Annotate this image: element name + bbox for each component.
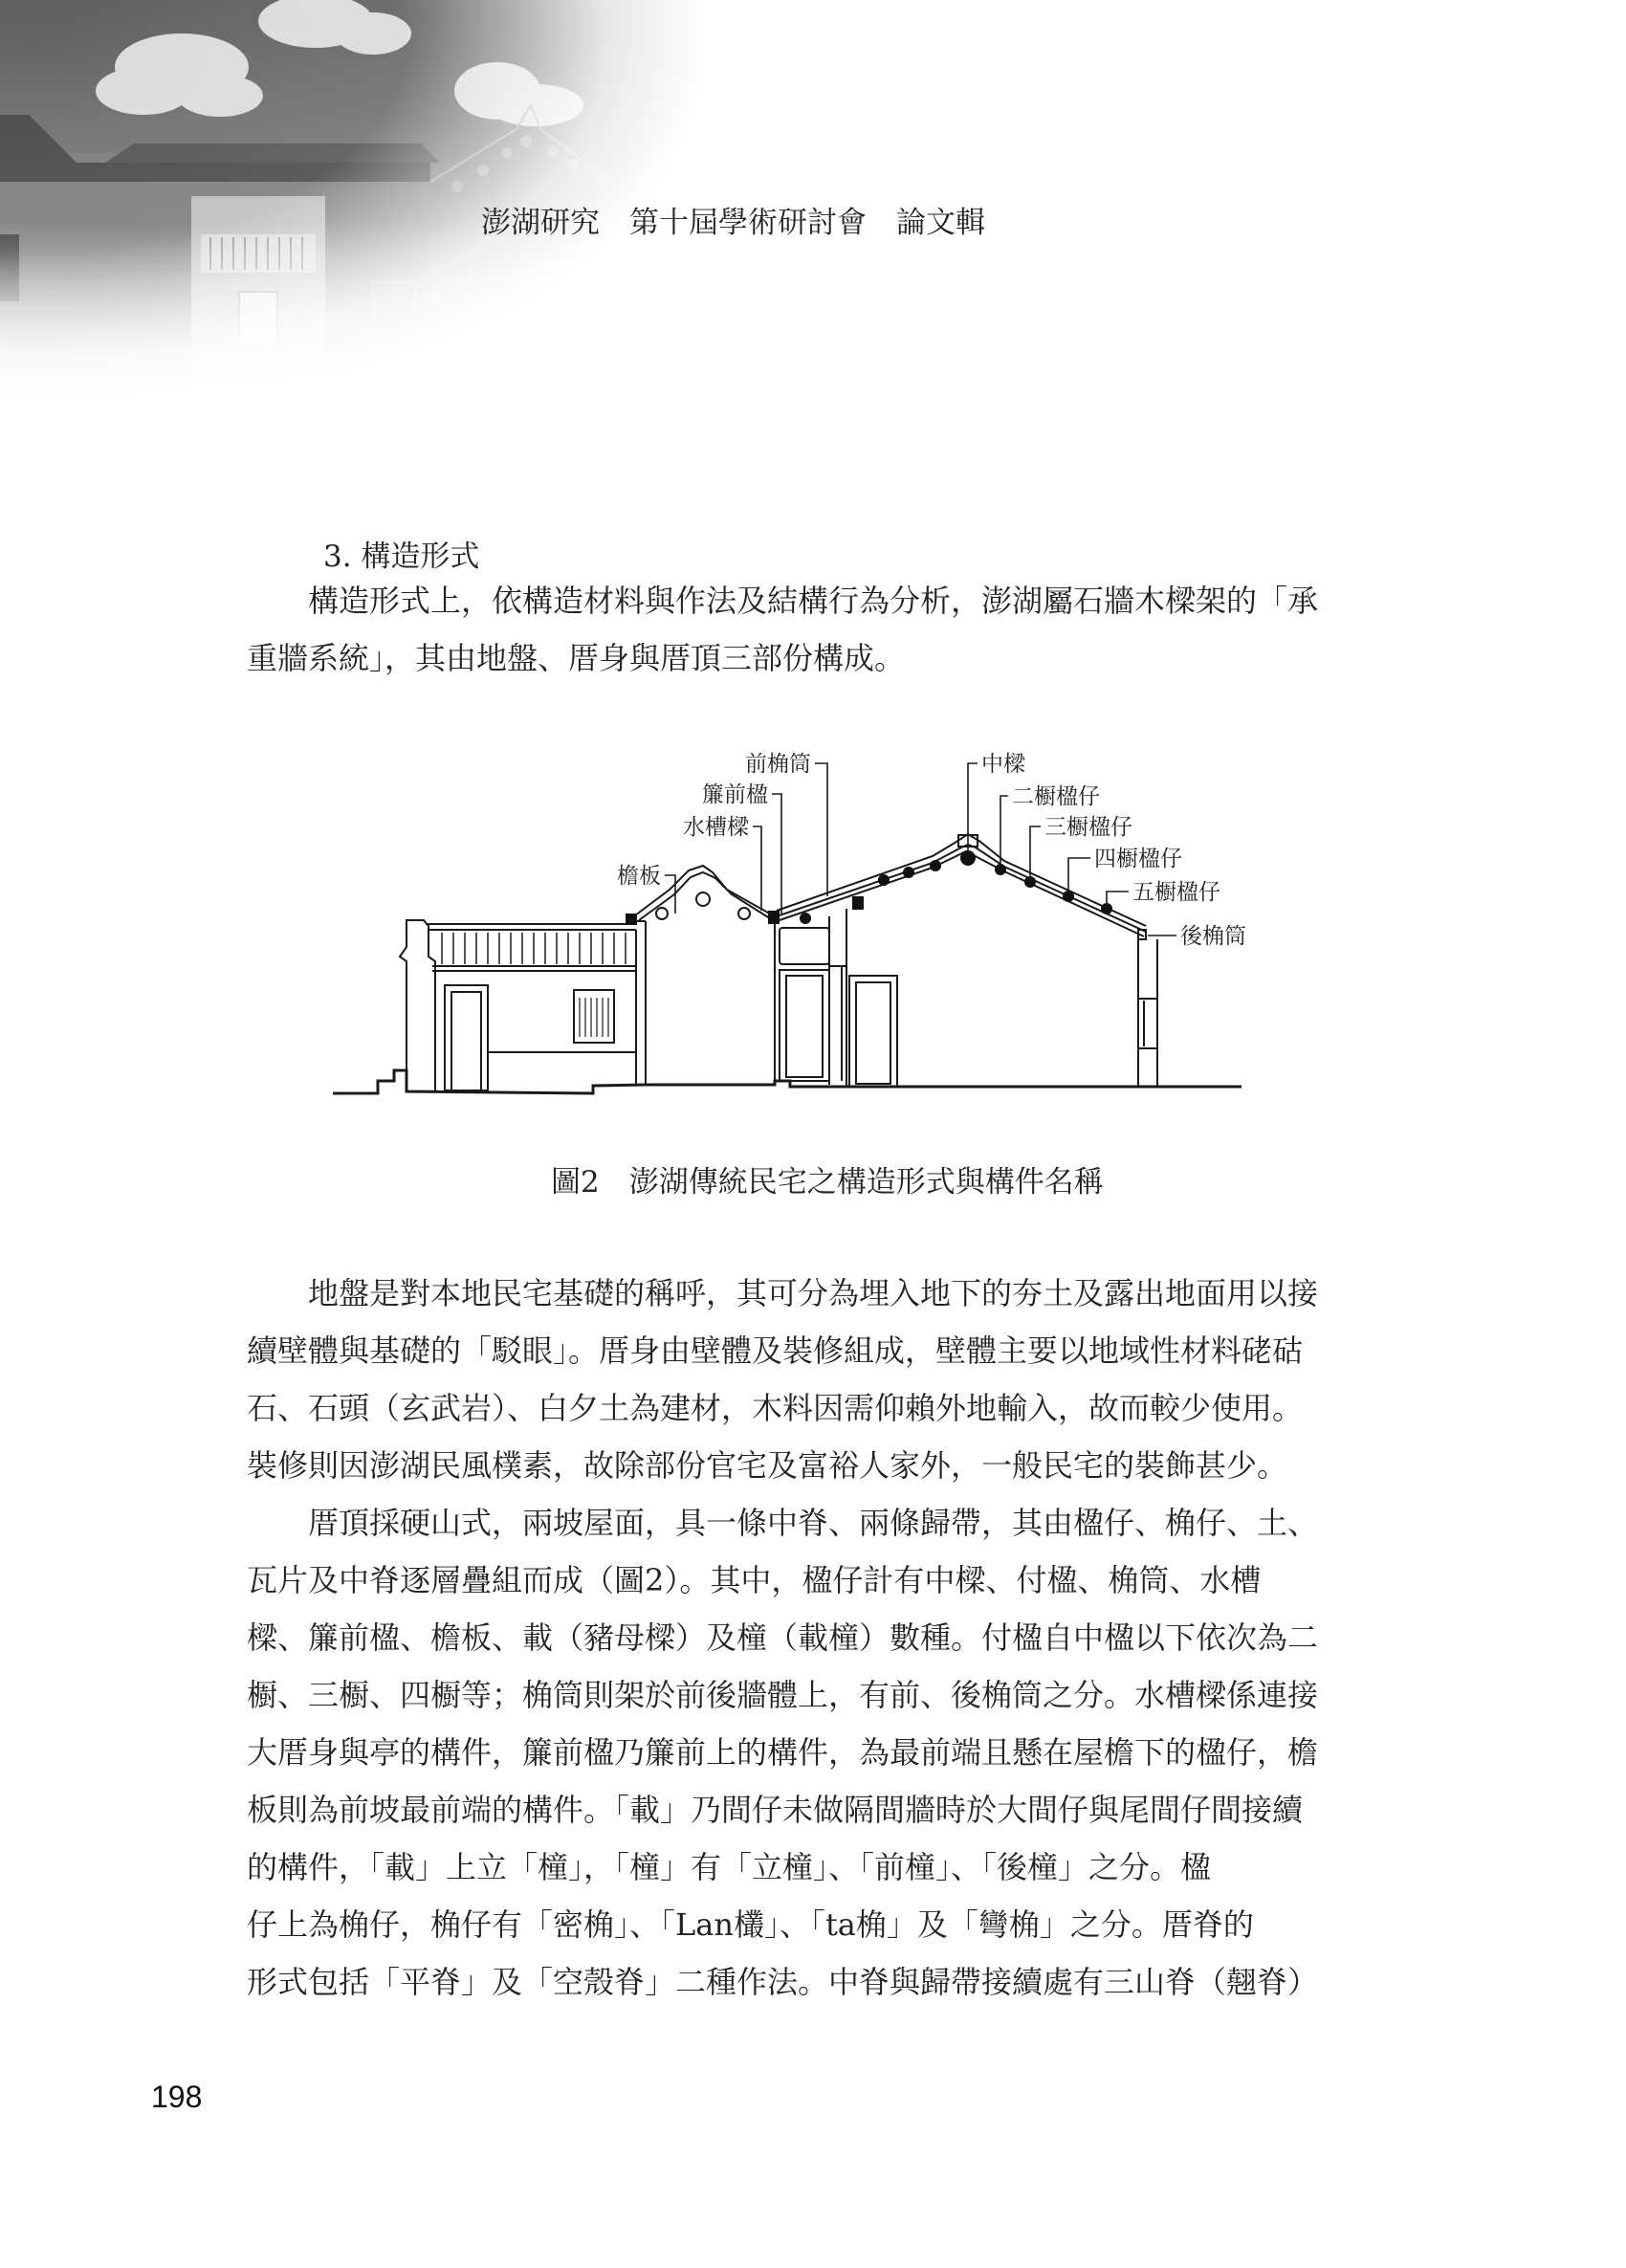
label-fourth-purlin: 四櫉楹仔	[1094, 847, 1182, 871]
text-line: 石、石頭（玄武岩）、白夕土為建材，木料因需仰賴外地輸入，故而較少使用。	[247, 1390, 1304, 1426]
text-line: 重牆系統」，其由地盤、厝身與厝頂三部份構成。	[247, 640, 906, 676]
label-second-purlin: 二櫉楹仔	[1012, 784, 1100, 809]
label-gutter-beam: 水槽樑	[683, 815, 749, 840]
text-line: 大厝身與亭的構件，簾前楹乃簾前上的構件，為最前端且懸在屋檐下的楹仔，檐	[247, 1734, 1319, 1771]
text-line: 裝修則因澎湖民風樸素，故除部份官宅及富裕人家外，一般民宅的裝飾甚少。	[247, 1447, 1288, 1484]
structure-diagram	[316, 737, 1272, 1119]
body-paragraph-2	[247, 1494, 1368, 2011]
text-line: 地盤是對本地民宅基礎的稱呼，其可分為埋入地下的夯土及露出地面用以接	[308, 1275, 1319, 1311]
text-line: 續壁體與基礎的「駁眼」。厝身由壁體及裝修組成，壁體主要以地域性材料硓𥑮	[247, 1332, 1304, 1369]
intro-paragraph	[247, 572, 1368, 687]
page-number: 198	[151, 2080, 203, 2114]
running-head: 澎湖研究 第十屆學術研討會 論文輯	[481, 206, 985, 240]
text-line: 瓦片及中脊逐層疊組而成（圖2）。其中，楹仔計有中樑、付楹、桷筒、水槽	[247, 1562, 1262, 1598]
label-eave-board: 檐板	[617, 864, 661, 889]
text-line: 仔上為桷仔，桷仔有「密桷」、「Lan欉」、「ta桷」及「彎桷」之分。厝脊的	[247, 1906, 1254, 1943]
label-front-purlin-tube: 前桷筒	[745, 752, 811, 777]
text-line: 構造形式上，依構造材料與作法及結構行為分析，澎湖屬石牆木樑架的「承	[308, 583, 1319, 619]
text-line: 樑、簾前楹、檐板、載（豬母樑）及橦（載橦）數種。付楹自中楹以下依次為二	[247, 1619, 1319, 1656]
text-line: 形式包括「平脊」及「空殼脊」二種作法。中脊與歸帶接續處有三山脊（翹脊）	[247, 1964, 1319, 2000]
label-rear-purlin-tube: 後桷筒	[1180, 924, 1246, 949]
text-line: 的構件，「載」上立「橦」，「橦」有「立橦」、「前橦」、「後橦」之分。楹	[247, 1849, 1212, 1885]
body-paragraph-1	[247, 1265, 1368, 1494]
text-line: 厝頂採硬山式，兩坡屋面，具一條中脊、兩條歸帶，其由楹仔、桷仔、土、	[308, 1505, 1319, 1541]
end-pier	[400, 920, 435, 1090]
text-line: 板則為前坡最前端的構件。「載」乃間仔未做隔間牆時於大間仔與尾間仔間接續	[247, 1792, 1304, 1828]
label-eave-front-purlin: 簾前楹	[702, 782, 768, 807]
text-line: 櫉、三櫉、四櫉等；桷筒則架於前後牆體上，有前、後桷筒之分。水槽樑係連接	[247, 1677, 1319, 1713]
label-fifth-purlin: 五櫉楹仔	[1132, 880, 1220, 905]
section-title: 3. 構造形式	[323, 539, 480, 574]
figure-caption: 圖2 澎湖傳統民宅之構造形式與構件名稱	[551, 1165, 1104, 1200]
label-third-purlin: 三櫉楹仔	[1044, 815, 1132, 840]
label-ridge-beam: 中樑	[981, 752, 1025, 777]
